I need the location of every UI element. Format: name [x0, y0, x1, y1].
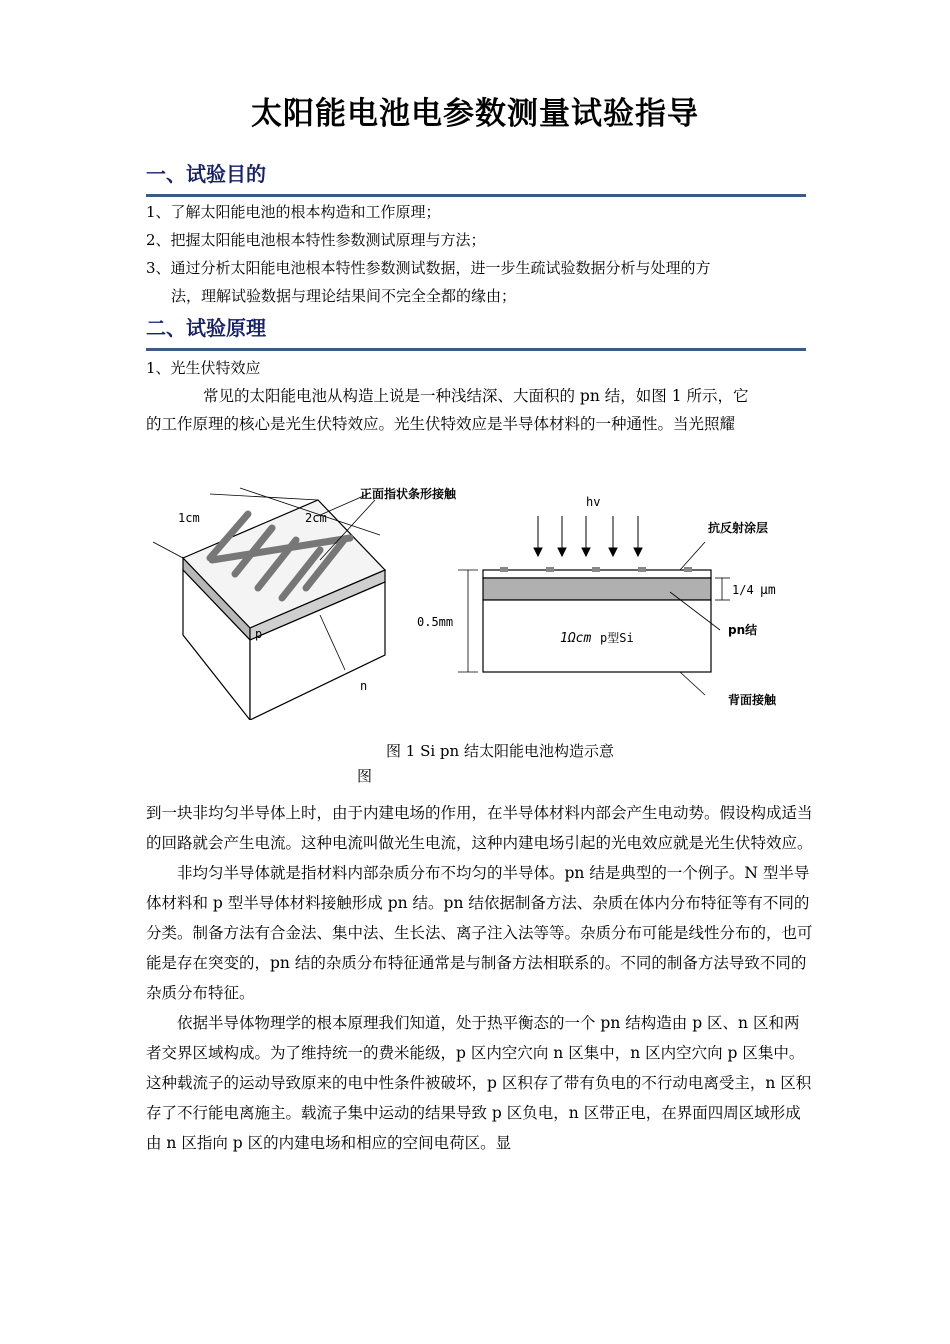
label-thickness: 0.5mm — [417, 615, 454, 629]
figure-solar-cell-diagram — [140, 470, 820, 720]
intro-line: 常见的太阳能电池从构造上说是一种浅结深、大面积的 pn 结，如图 1 所示，它 — [203, 387, 749, 405]
label-back-contact: 背面接触 — [728, 693, 777, 707]
label-n-region: n — [360, 679, 368, 693]
paragraph: 非均匀半导体就是指材料内部杂质分布不均匀的半导体。pn 结是典型的一个例子。N 型半导体材料和 p 型半导体材料接触形成 pn 结。pn 结依据制备方法、杂质在体内分布特征等有不同的分类。制备方法有合金法、集中法、生长法、离子注入法等等。杂质分布可能是线性分布的，也可能是存在突变的，pn 结的杂质分布特征通常是与制备方法相联系的。不同的制备方法导致不同的杂质分布特征。 — [146, 864, 813, 1002]
label-pn-junction: pn结 — [728, 623, 758, 637]
section-divider — [146, 194, 806, 197]
label-micrometer: μm — [760, 583, 776, 598]
body-text — [146, 798, 814, 1158]
objective-item: 2、把握太阳能电池根本特性参数测试原理与方法； — [146, 231, 486, 249]
subsection-heading: 1、光生伏特效应 — [146, 359, 261, 377]
document-title: 太阳能电池电参数测量试验指导 — [251, 96, 699, 132]
label-hv: hv — [586, 495, 601, 509]
cell-block-3d — [183, 500, 385, 720]
figure-caption-continued: 图 — [357, 767, 373, 785]
section-heading-principle: 二、试验原理 — [146, 316, 266, 340]
label-quarter: 1/4 — [732, 583, 754, 597]
section-divider — [146, 348, 806, 351]
label-2cm: 2cm — [305, 511, 327, 525]
paragraph: 依据半导体物理学的根本原理我们知道，处于热平衡态的一个 pn 结构造由 p 区、n 区和两者交界区域构成。为了维持统一的费米能级，p 区内空穴向 n 区集中，n 区内空穴向 p 区集中。这种载流子的运动导致原来的电中性条件被破坏，p 区积存了带有负电的不行动电离受主，n 区积存了不行能电离施主。载流子集中运动的结果导致 p 区负电，n 区带正电，在界面四周区域形成由 n 区指向 p 区的内建电场和相应的空间电荷区。显 — [146, 1014, 812, 1152]
label-p-region: p — [255, 627, 263, 641]
incident-light-arrows — [534, 516, 642, 556]
intro-line: 的工作原理的核心是光生伏特效应。光生伏特效应是半导体材料的一种通性。当光照耀 — [146, 415, 736, 433]
objective-item-continued: 法，理解试验数据与理论结果间不完全全都的缘由； — [171, 287, 517, 305]
label-1cm: 1cm — [178, 511, 200, 525]
label-front-contact: 正面指状条形接触 — [360, 487, 457, 501]
objective-item: 1、了解太阳能电池的根本构造和工作原理； — [146, 203, 441, 221]
objective-item: 3、通过分析太阳能电池根本特性参数测试数据，进一步生疏试验数据分析与处理的方 — [146, 259, 711, 277]
cell-cross-section — [483, 570, 711, 672]
paragraph: 到一块非均匀半导体上时，由于内建电场的作用，在半导体材料内部会产生电动势。假设构成适当的回路就会产生电流。这种电流叫做光生电流，这种内建电场引起的光电效应就是光生伏特效应。 — [146, 804, 813, 852]
section-heading-objectives: 一、试验目的 — [146, 162, 266, 186]
figure-caption: 图 1 Si pn 结太阳能电池构造示意 — [386, 742, 614, 760]
label-resistivity: 1Ωcm — [560, 631, 592, 646]
label-antireflection-coating: 抗反射涂层 — [708, 521, 769, 535]
label-p-type-si: p型Si — [600, 631, 634, 645]
